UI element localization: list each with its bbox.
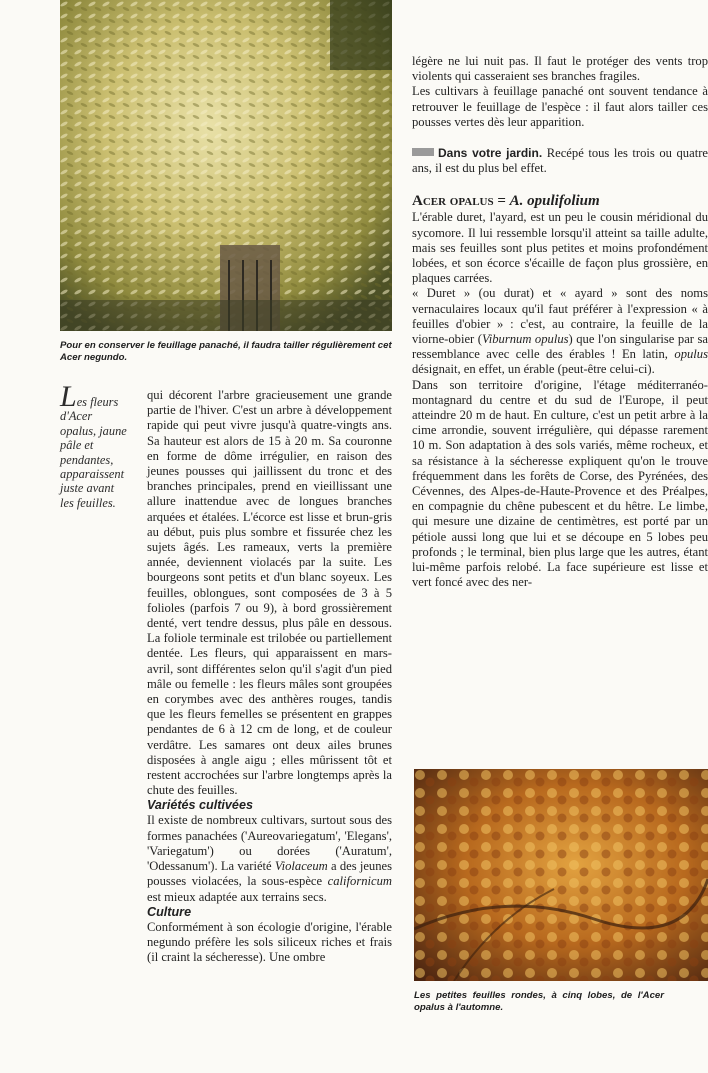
acer-opalus-photo [414, 769, 708, 981]
negundo-description: qui décorent l'arbre gracieusement une grande partie de l'hiver. C'est un arbre à développement rapide qui peut vivre jusqu'à quatre-vingts ans. Sa hauteur est alors de 15 à 20 m. Sa couronne en forme de dôme irrégulier, en raison des jeunes pousses qui jaillissent du tronc et des branches principales, prend en vieillissant une allure inattendue avec de longues branches arquées et étalées. L'écorce est lisse et brun-gris au début, puis plus sombre et fissurée chez les sujets âgés. Les rameaux, verts la première année, deviennent violacés par la suite. Les bourgeons sont petits et d'un blanc soyeux. Les feuilles, oblongues, sont composées de 3 à 5 folioles (parfois 7 ou 9), à bord grossièrement denté, vert tendre dessus, plus pâle en dessous. La foliole terminale est trilobée ou partiellement dentée. Les fleurs, qui apparaissent en mars-avril, sont différentes selon qu'il s'agit d'un pied mâle ou femelle : les fleurs mâles sont groupées en corymbes avec des anthères rouges, tandis que les fleurs femelles se présentent en grappes pendantes de 6 à 12 cm de long, et de couleur verdâtre. Les samares ont deux ailes brunes disposées à angle aigu ; elles mûrissent tôt et restent accrochées sur l'arbre longtemps après la chute des feuilles. [147, 388, 392, 798]
top-photo-caption: Pour en conserver le feuillage panaché, il faudra tailler régulièrement cet Acer negundo. [60, 340, 392, 363]
heading-culture: Culture [147, 904, 192, 919]
section-marker [412, 148, 434, 156]
protection-text: légère ne lui nuit pas. Il faut le protéger des vents trop violents qui casseraient ses branches fragiles. [412, 54, 708, 84]
species-heading: Acer opalus = A. opulifolium [412, 193, 600, 210]
middle-column [147, 388, 392, 965]
culture-text: Conformément à son écologie d'origine, l'érable negundo préfère les sols siliceux riches et frais (il craint la sécheresse). Une ombre [147, 919, 392, 965]
bottom-photo-caption: Les petites feuilles rondes, à cinq lobes, de l'Acer opalus à l'automne. [414, 990, 664, 1013]
opalus-names: « Duret » (ou durat) et « ayard » sont des noms vernaculaires locaux qu'il faut préférer à l'expression « à feuilles d'obier » : c'est, au contraire, la feuille de la viorne-obier (Viburnum opulus) que l'on singularise par sa ressemblance avec celle des érables ! En latin, opulus désignait, en effet, un érable (peut-être celui-ci). [412, 286, 708, 377]
acer-negundo-tree-photo [60, 0, 392, 331]
heading-varietes: Variétés cultivées [147, 798, 253, 813]
opalus-territoire: Dans son territoire d'origine, l'étage méditerranéo-montagnard du centre et du sud de l'Europe, il peut atteindre 20 m de haut. En culture, c'est un petit arbre à la cime arrondie, souvent irrégulière, qui dépasse rarement 10 m. Son adaptation à des sols variés, même rocheux, et sa résistance à la sécheresse expliquent qu'on le trouve fréquemment dans les forêts de Corse, des Pyrénées, des Cévennes, des Alpes-de-Haute-Provence et des Préalpes, en compagnie du chêne pubescent et du hêtre. Le limbe, qui mesure une dizaine de centimètres, est porté par un pétiole aussi long que lui et se découpe en 5 lobes peu profonds ; le terminal, bien plus large que les autres, étant lui-même parfois relobé. La face supérieure est lisse et vert foncé avec des ner- [412, 377, 708, 590]
right-column [412, 54, 708, 591]
opalus-intro: L'érable duret, l'ayard, est un peu le cousin méridional du sycomore. Il lui ressemble lorsqu'il atteint sa taille adulte, mais ses feuilles sont plus petites et moins profondément lobées, et son écorce s'écaille de façon plus grossière, en plaques carrées. [412, 210, 708, 286]
sidebar-quote [60, 380, 130, 510]
acer-negundo-photo [60, 0, 392, 331]
sidebar-text: es fleurs d'Acer opalus, jaune pâle et pendantes, apparaissent juste avant les feuilles. [60, 395, 127, 510]
jardin-paragraph: Dans votre jardin. Recépé tous les trois ou quatre ans, il est du plus bel effet. [412, 146, 708, 176]
acer-opalus-autumn-leaves-photo [414, 769, 708, 981]
varietes-text: Il existe de nombreux cultivars, surtout sous des formes panachées ('Aureovariegatum', 'Elegans', 'Variegatum') ou dorées ('Auratum', 'Odessanum'). La variété Violaceum a des jeunes pousses violacées, la sous-espèce californicum est mieux adaptée aux terrains secs. [147, 813, 392, 904]
cultivars-text: Les cultivars à feuillage panaché ont souvent tendance à retrouver le feuillage de l'espèce : il faut alors tailler ces pousses vertes dès leur apparition. [412, 84, 708, 129]
drop-cap: L [60, 380, 77, 413]
